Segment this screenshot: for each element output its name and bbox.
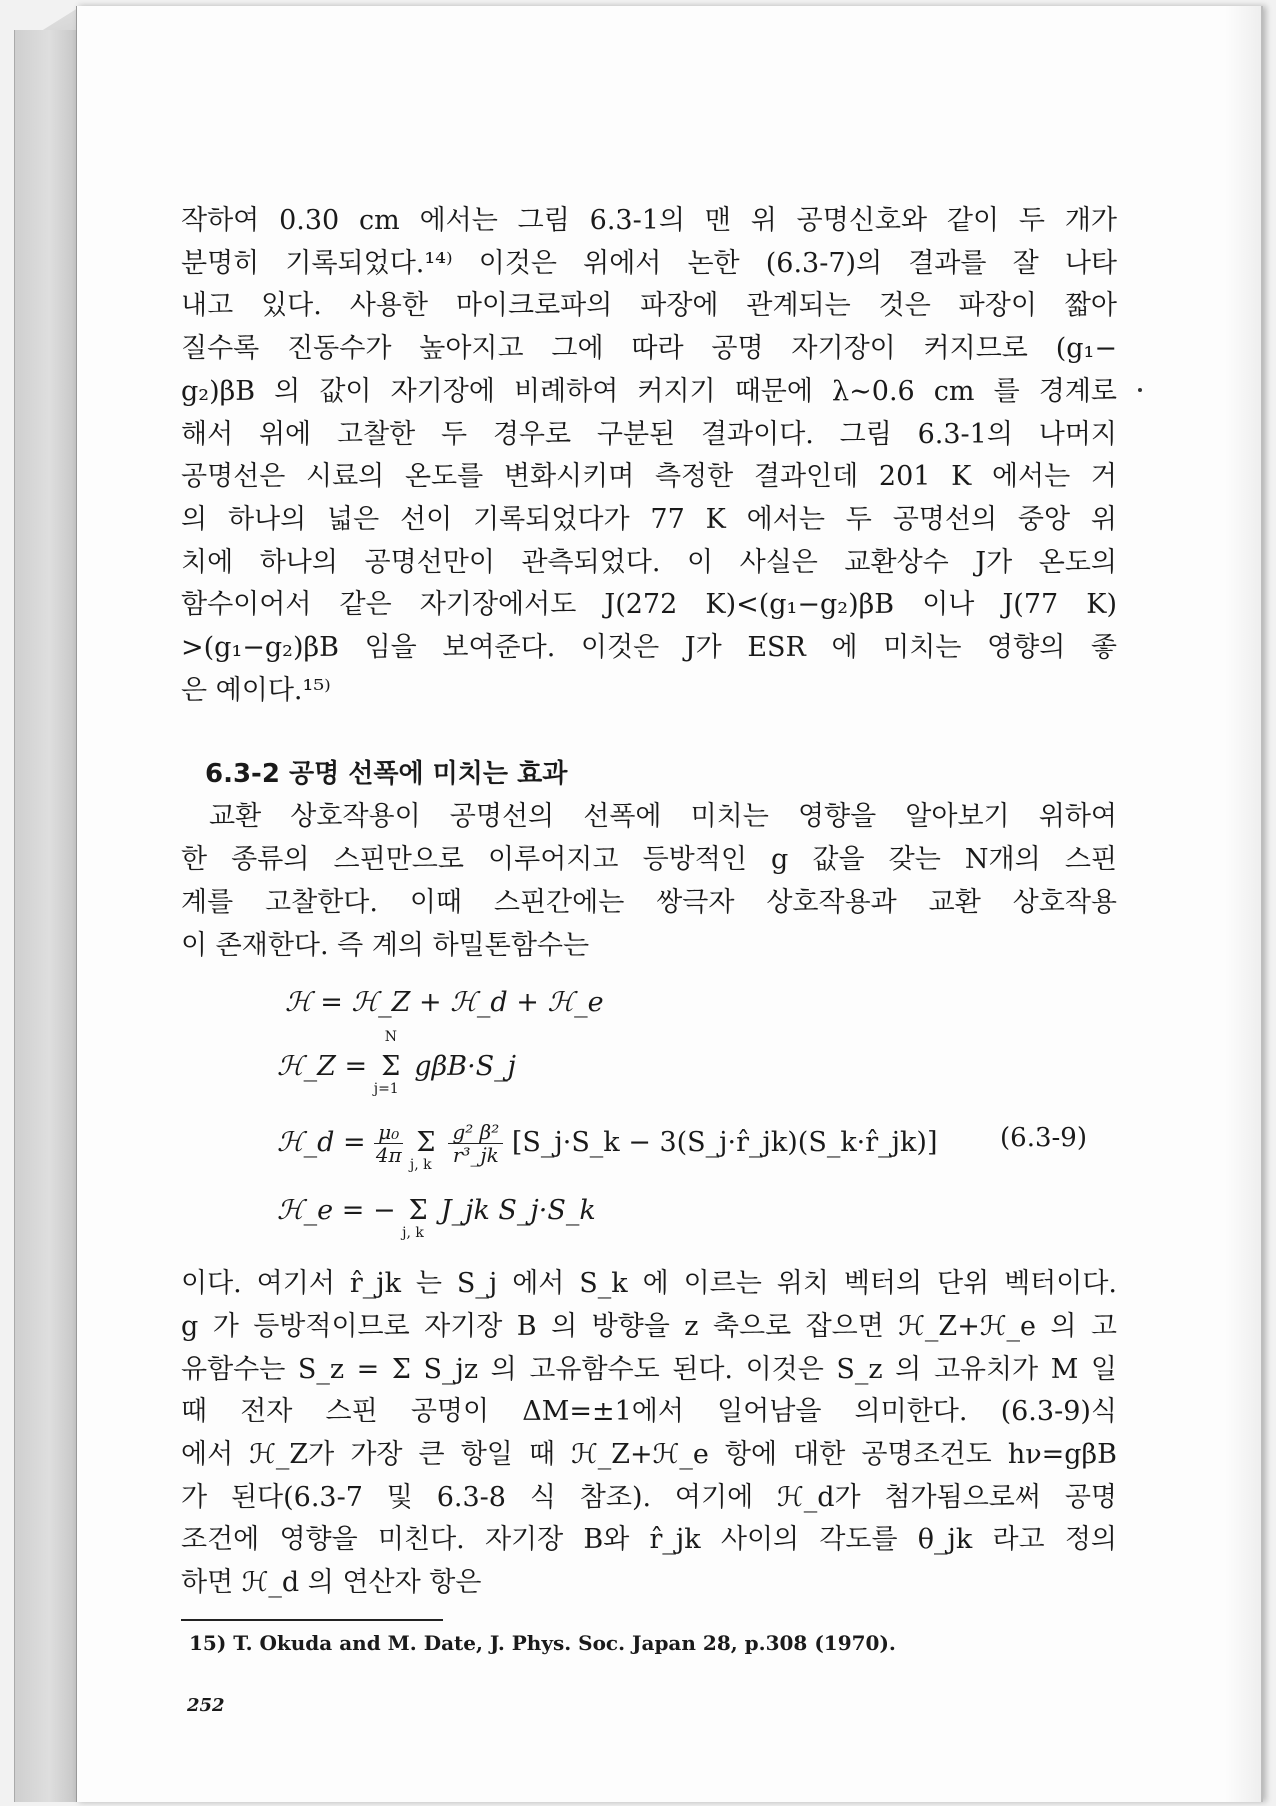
text-line: 에서 ℋ_Z가 가장 큰 항일 때 ℋ_Z+ℋ_e 항에 대한 공명조건도 hν=gβB <box>181 1439 1117 1471</box>
text-line: 함수이어서 같은 자기장에서도 J(272 K)<(g₁−g₂)βB 이나 J(77 K) <box>181 589 1117 621</box>
eq4-lhs: ℋ_e = − <box>277 1195 396 1227</box>
text-line: 가 된다(6.3-7 및 6.3-8 식 참조). 여기에 ℋ_d가 첨가됨으로써 공명 <box>181 1481 1117 1513</box>
text-line: 이 존재한다. 즉 계의 하밀톤함수는 <box>181 929 590 961</box>
text-line: g 가 등방적이므로 자기장 B 의 방향을 z 축으로 잡으면 ℋ_Z+ℋ_e 의 고 <box>181 1310 1117 1342</box>
text-line: 분명히 기록되었다.¹⁴⁾ 이것은 위에서 논한 (6.3-7)의 결과를 잘 나타 <box>181 247 1117 279</box>
text-line: g₂)βB 의 값이 자기장에 비례하여 커지기 때문에 λ∼0.6 cm 를 경계로 <box>181 375 1117 407</box>
frac-denominator: 4π <box>375 1143 402 1168</box>
frac-numerator: μ₀ <box>374 1121 403 1144</box>
eq3-lhs: ℋ_d = <box>277 1127 375 1159</box>
paragraph-2 <box>181 796 1117 967</box>
text-line: 치에 하나의 공명선만이 관측되었다. 이 사실은 교환상수 J가 온도의 <box>181 546 1117 578</box>
sum-symbol: Σ j, k <box>402 1195 428 1242</box>
sum-upper-limit: N <box>384 1029 397 1046</box>
eq2-lhs: ℋ_Z = <box>277 1051 376 1083</box>
page-content <box>181 200 1117 1716</box>
sum-lower-limit: j=1 <box>373 1081 399 1098</box>
text-line: 내고 있다. 사용한 마이크로파의 파장에 관계되는 것은 파장이 짧아 <box>181 290 1117 322</box>
scan-speck <box>1138 388 1142 392</box>
sum-lower-limit: j, k <box>409 1157 432 1174</box>
text-line: 유함수는 S_z = Σ S_jz 의 고유함수도 된다. 이것은 S_z 의 고유치가 M 일 <box>181 1353 1117 1385</box>
sum-symbol: Σ j, k <box>409 1127 436 1174</box>
text-line: 공명선은 시료의 온도를 변화시키며 측정한 결과인데 201 K 에서는 거 <box>181 461 1117 493</box>
text-line: 하면 ℋ_d 의 연산자 항은 <box>181 1567 482 1599</box>
text-line: 질수록 진동수가 높아지고 그에 따라 공명 자기장이 커지므로 (g₁− <box>181 333 1117 365</box>
text-line: 해서 위에 고찰한 두 경우로 구분된 결과이다. 그림 6.3-1의 나머지 <box>181 418 1117 450</box>
frac-numerator: g² β² <box>448 1121 503 1144</box>
text-line: 작하여 0.30 cm 에서는 그림 6.3-1의 맨 위 공명신호와 같이 두 개가 <box>181 205 1117 236</box>
text-line: 때 전자 스핀 공명이 ΔM=±1에서 일어남을 의미한다. (6.3-9)식 <box>181 1396 1117 1428</box>
paragraph-3 <box>181 1263 1117 1605</box>
page-number: 252 <box>187 1694 225 1716</box>
equation-dipolar <box>277 1120 938 1174</box>
book-spine <box>14 30 77 1802</box>
footnote: 15) T. Okuda and M. Date, J. Phys. Soc. Japan 28, p.308 (1970). <box>189 1630 896 1655</box>
text-line: 한 종류의 스핀만으로 이루어지고 등방적인 g 값을 갖는 N개의 스핀 <box>181 844 1117 876</box>
equation-exchange <box>277 1195 596 1242</box>
equation-number: (6.3-9) <box>1000 1123 1087 1154</box>
eq2-rhs: gβB·S_j <box>414 1051 517 1083</box>
fraction-mu-over-4pi <box>374 1121 403 1166</box>
equation-hamiltonian: ℋ = ℋ_Z + ℋ_d + ℋ_e <box>285 987 604 1019</box>
text-line: 은 예이다.¹⁵⁾ <box>181 674 331 706</box>
section-heading: 6.3-2 공명 선폭에 미치는 효과 <box>205 759 568 790</box>
eq3-bracket-term: [S_j·S_k − 3(S_j·r̂_jk)(S_k·r̂_jk)] <box>511 1127 938 1159</box>
text-line: 교환 상호작용이 공명선의 선폭에 미치는 영향을 알아보기 위하여 <box>209 801 1117 833</box>
text-line: 계를 고찰한다. 이때 스핀간에는 쌍극자 상호작용과 교환 상호작용 <box>181 886 1117 918</box>
footnote-rule <box>181 1619 443 1621</box>
sum-lower-limit: j, k <box>402 1225 424 1242</box>
text-line: 이다. 여기서 r̂_jk 는 S_j 에서 S_k 에 이르는 위치 벡터의 단위 벡터이다. <box>181 1268 1117 1300</box>
frac-denominator: r³_jk <box>452 1143 499 1168</box>
sum-symbol: N Σ j=1 <box>373 1029 401 1098</box>
text-line: 의 하나의 넓은 선이 기록되었다가 77 K 에서는 두 공명선의 중앙 위 <box>181 503 1117 535</box>
equation-block <box>181 973 1117 1261</box>
fraction-g2beta2-over-r3 <box>448 1121 503 1166</box>
paragraph-1 <box>181 200 1117 712</box>
eq4-rhs: J_jk S_j·S_k <box>440 1195 596 1227</box>
text-line: >(g₁−g₂)βB 임을 보여준다. 이것은 J가 ESR 에 미치는 영향의 좋 <box>181 632 1117 664</box>
text-line: 조건에 영향을 미친다. 자기장 B와 r̂_jk 사이의 각도를 θ_jk 라고 정의 <box>181 1524 1117 1556</box>
equation-zeeman <box>277 1029 517 1098</box>
page-edge-shade <box>1225 6 1261 1802</box>
